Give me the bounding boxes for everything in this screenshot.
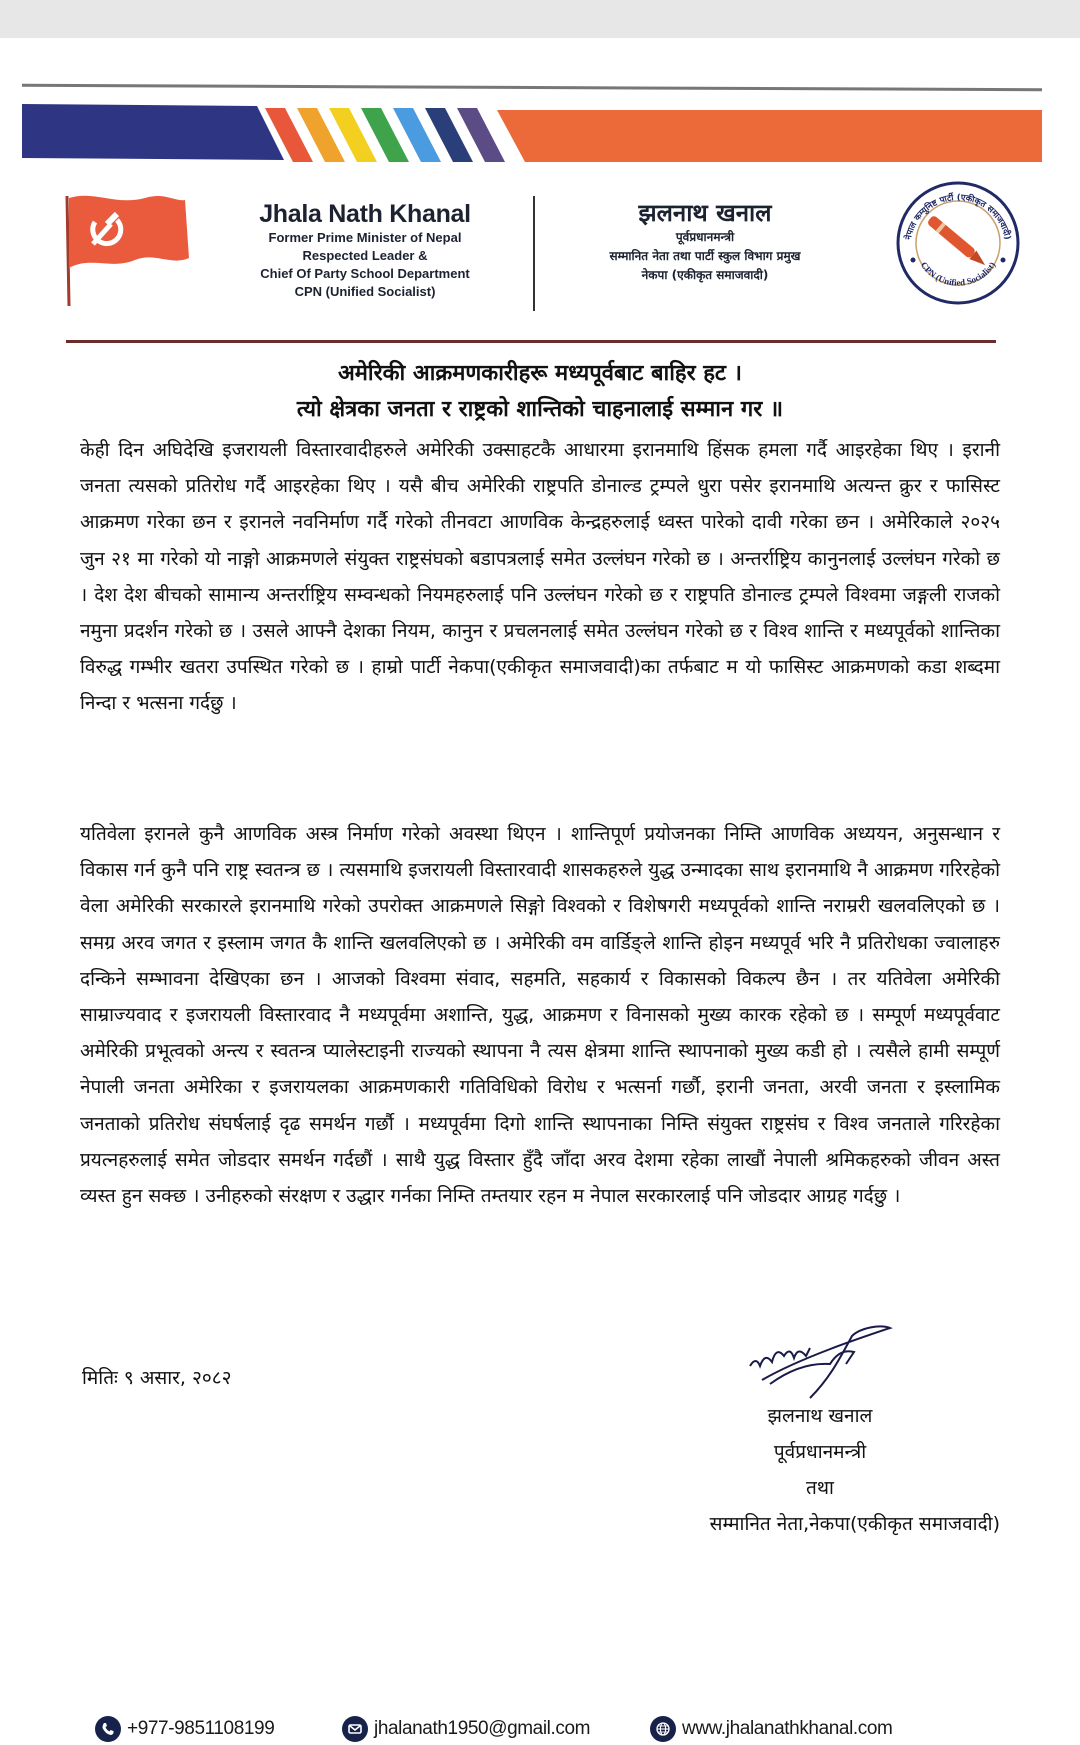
handwritten-signature (740, 1318, 900, 1408)
header-name-np: झलनाथ खनाल (638, 199, 772, 227)
footer-email[interactable] (342, 1713, 590, 1745)
statement-title-line: अमेरिकी आक्रमणकारीहरू मध्यपूर्वबाट बाहिर हट । (337, 361, 743, 386)
header-top-rule (22, 84, 1042, 91)
banner-orange-block (497, 110, 1042, 162)
header-english-block (55, 188, 535, 328)
email-address: jhalanath1950@gmail.com (374, 1718, 591, 1739)
hammer-sickle-flag-icon (55, 188, 195, 308)
statement-paragraph: केही दिन अघिदेखि इजरायली विस्तारवादीहरुले अमेरिकी उक्साहटकै आधारमा इरानमाथि हिंसक हमला गर्दै आइरहेका थिए । इरानी जनता त्यसको प्रतिरोध गर्दै आइरहेका थिए । यसै बीच अमेरिकी राष्ट्रपति डोनाल्ड ट्रम्पले धुरा पसेर इरानमाथि अत्यन्त क्रुर र फासिस्ट आक्रमण गरेका छन र इरानले नवनिर्माण गर्दै गरेको तीनवटा आणविक केन्द्रहरुलाई ध्वस्त पारेको दावी गरेका छन । अमेरिकाले २०२५ जुन २१ मा गरेको यो नाङ्गो आक्रमणले संयुक्त राष्ट्रसंघको बडापत्रलाई समेत उल्लंघन गरेको छ । अन्तर्राष्ट्रिय कानुनलाई उल्लंघन गरेको छ । देश देश बीचको सामान्य अन्तर्राष्ट्रिय सम्वन्धको नियमहरुलाई पनि उल्लंघन गरेको छ र राष्ट्रपति डोनाल्ड ट्रम्पले विश्वमा जङ्गली राजको नमुना प्रदर्शन गरेको छ । उसले आफ्नै देशका नियम, कानुन र प्रचलनलाई समेत उल्लंघन गरेको छ र विश्व शान्ति र मध्यपूर्वको शान्तिका विरुद्ध गम्भीर खतरा उपस्थित गरेको छ । हाम्रो पार्टी नेकपा(एकीकृत समाजवादी)का तर्फबाट म यो फासिस्ट आक्रमणको कडा शब्दमा निन्दा र भत्सना गर्दछु । (80, 439, 1000, 715)
statement-title-line: त्यो क्षेत्रका जनता र राष्ट्रको शान्तिको चाहनालाई सम्मान गर ॥ (296, 397, 784, 422)
header-title-line: Chief Of Party School Department (260, 266, 470, 281)
signatory-block (620, 1398, 1020, 1542)
viewer-top-bar (0, 0, 1080, 38)
header-title-line-np: सम्मानित नेता तथा पार्टी स्कुल विभाग प्रमुख (609, 249, 801, 263)
statement-paragraph: यतिवेला इरानले कुनै आणविक अस्त्र निर्माण गरेको अवस्था थिएन । शान्तिपूर्ण प्रयोजनका निम्ति आणविक अध्ययन, अनुसन्धान र विकास गर्न कुनै पनि राष्ट्र स्वतन्त्र छ । त्यसमाथि इजरायली विस्तारवादी शासकहरुले युद्ध उन्मादका साथ इरानमाथि नै आक्रमण गरिरहेको वेला अमेरिकी सरकारले इरानमाथि गरेको उपरोक्त आक्रमणले सिङ्गो विश्वको र विशेषगरी मध्यपूर्वको शान्ति नराम्ररी खलवलिएको छ । समग्र अरव जगत र इस्लाम जगत कै शान्ति खलवलिएको छ । अमेरिकी वम वार्डिङ्ले शान्ति होइन मध्यपूर्व भरि नै प्रतिरोधका ज्वालाहरु दन्किने सम्भावना देखिएका छन । आजको विश्वमा संवाद, सहमति, सहकार्य र विकासको विकल्प छैन । तर यतिवेला अमेरिकी साम्राज्यवाद र इजरायली विस्तारवाद नै मध्यपूर्वमा अशान्ति, युद्ध, आक्रमण र विनासको मुख्य कारक रहेको छ । सम्पूर्ण मध्यपूर्ववाट अमेरिकी प्रभूत्वको अन्त्य र स्वतन्त्र प्यालेस्टाइनी राज्यको स्थापना नै त्यस क्षेत्रमा शान्ति स्थापनाको मुख्य कडी हो । त्यसैले हामी सम्पूर्ण नेपाली जनता अमेरिका र इजरायलका आक्रमणकारी गतिविधिको विरोध र भत्सर्ना गर्छौ, इरानी जनता, अरवी जनता र इस्लामिक जनताको प्रतिरोध संघर्षलाई दृढ समर्थन गर्छौ । मध्यपूर्वमा दिगो शान्ति स्थापनाका निम्ति संयुक्त राष्ट्रसंघ र विश्व जनताले गरिरहेका प्रयत्नहरुलाई समेत जोडदार समर्थन गर्दछौं । साथै युद्ध विस्तार हुँदै जाँदा अरव देशमा रहेका लाखौं नेपाली श्रमिकहरुको जीवन अस्त व्यस्त हुन सक्छ । उनीहरुको संरक्षण र उद्धार गर्नका निम्ति तम्तयार रहन म नेपाल सरकारलाई पनि जोडदार आग्रह गर्दछु । (80, 823, 1000, 1208)
pen-icon (926, 215, 988, 270)
signatory-role: सम्मानित नेता,नेकपा(एकीकृत समाजवादी) (709, 1513, 1000, 1535)
contact-footer (95, 1713, 995, 1745)
phone-icon (95, 1716, 121, 1742)
header-nepali-block (540, 198, 870, 285)
signatory-name: झलनाथ खनाल (767, 1405, 873, 1427)
mail-icon (342, 1716, 368, 1742)
seal-text-en: CPN (Unified Socialist) (918, 259, 998, 288)
header-divider (533, 196, 535, 311)
header-bottom-rule (66, 340, 996, 343)
header-title-line-np: पूर्वप्रधानमन्त्री (675, 230, 735, 244)
svg-text:नेपाल कम्युनिष्ट पार्टी (एकीकृ (903, 192, 1013, 242)
header-title-line: CPN (Unified Socialist) (294, 284, 436, 299)
seal-text-np: नेपाल कम्युनिष्ट पार्टी (एकीकृत समाजवादी) (903, 192, 1013, 241)
statement-date: मितिः ९ असार, २०८२ (82, 1367, 232, 1389)
phone-number: +977-9851108199 (127, 1718, 275, 1739)
banner-navy-block (22, 104, 284, 160)
signatory-title: पूर्वप्रधानमन्त्री (773, 1441, 867, 1463)
signatory-conjunction: तथा (806, 1477, 834, 1499)
website-url: www.jhalanathkhanal.com (682, 1718, 893, 1739)
footer-phone[interactable] (95, 1713, 274, 1745)
svg-text:CPN (Unified Socialist) (919, 260, 998, 288)
footer-website[interactable] (650, 1713, 892, 1745)
header-title-line: Respected Leader & (302, 248, 428, 263)
header-stripe-banner (22, 104, 1042, 162)
header-name-en: Jhala Nath Khanal (259, 200, 471, 228)
letter-page (0, 38, 1080, 1739)
header-title-line: Former Prime Minister of Nepal (268, 230, 462, 245)
globe-icon (650, 1716, 676, 1742)
statement-title (60, 356, 1020, 428)
party-seal-logo (893, 178, 1023, 308)
header-title-line-np: नेकपा (एकीकृत समाजवादी) (641, 268, 769, 282)
